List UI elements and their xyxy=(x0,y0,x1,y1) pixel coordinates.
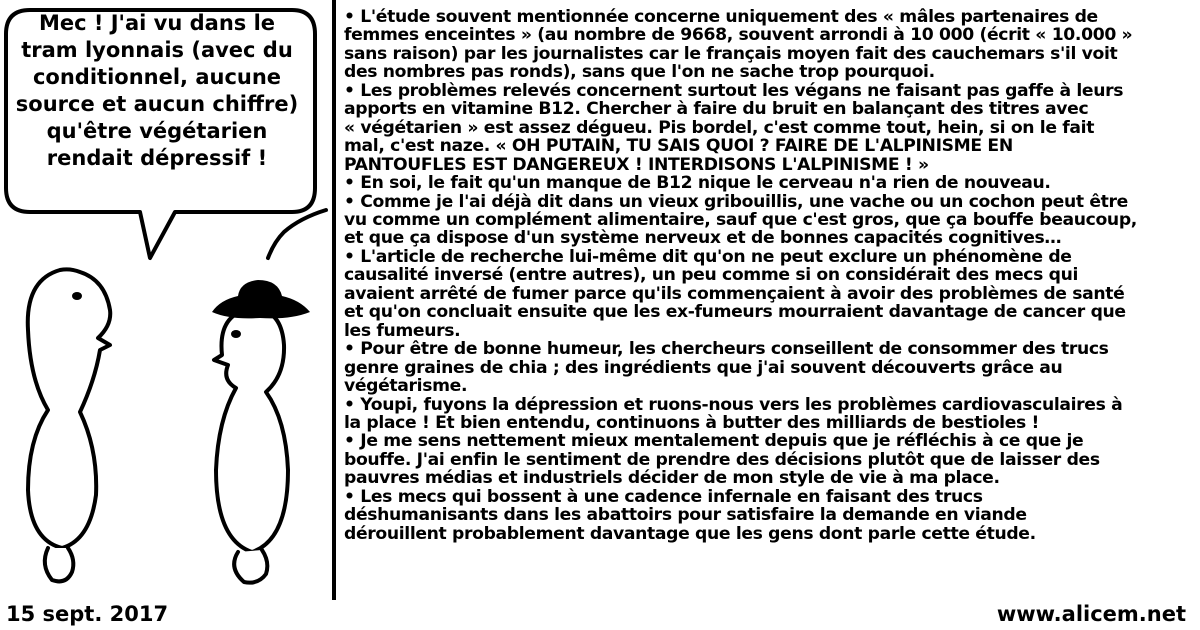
character-right-eye xyxy=(231,330,241,338)
text-line: • En soi, le fait qu'un manque de B12 nique le cerveau n'a rien de nouveau. xyxy=(344,173,1051,194)
bubble-line: tram lyonnais (avec du xyxy=(21,38,293,62)
website-url: www.alicem.net xyxy=(996,602,1186,626)
commentary-text xyxy=(344,8,1194,543)
text-line: • Youpi, fuyons la dépression et ruons-nous vers les problèmes cardiovasculaires à xyxy=(344,394,1123,415)
speech-tail-right-character xyxy=(268,210,326,258)
text-line: apports en vitamine B12. Chercher à faire du bruit en balançant des titres avec xyxy=(344,99,1089,120)
text-line: genre graines de chia ; des ingrédients que j'ai souvent découverts grâce au xyxy=(344,357,1063,378)
text-line: • L'article de recherche lui-même dit qu'on ne peut exclure un phénomène de xyxy=(344,246,1072,267)
text-line: des nombres pas ronds), sans que l'on ne sache trop pourquoi. xyxy=(344,62,935,83)
panel-divider xyxy=(332,0,336,600)
text-line: PANTOUFLES EST DANGEREUX ! INTERDISONS L'ALPINISME ! » xyxy=(344,154,929,175)
text-line: la place ! Et bien entendu, continuons à butter des milliards de bestioles ! xyxy=(344,412,1040,433)
text-line: • Les problèmes relevés concernent surtout les végans ne faisant pas gaffe à leurs xyxy=(344,80,1124,101)
text-line: vu comme un complément alimentaire, sauf que c'est gros, que ça bouffe beaucoup, xyxy=(344,209,1137,230)
text-line: végétarisme. xyxy=(344,376,468,397)
text-line: causalité inversé (entre autres), un peu comme si on considérait des mecs qui xyxy=(344,265,1079,286)
text-line: pauvres médias et industriels décider de mon style de vie à ma place. xyxy=(344,468,1000,489)
text-line: • Je me sens nettement mieux mentalement depuis que je réfléchis à ce que je xyxy=(344,431,1084,452)
text-line: dérouillent probablement davantage que les gens dont parle cette étude. xyxy=(344,523,1036,544)
text-line: mal, c'est naze. « OH PUTAIN, TU SAIS QUOI ? FAIRE DE L'ALPINISME EN xyxy=(344,136,1013,157)
character-left xyxy=(28,269,110,581)
text-line: déshumanisants dans les abattoirs pour satisfaire la demande en viande xyxy=(344,505,1027,526)
bubble-line: source et aucun chiffre) xyxy=(15,92,299,116)
text-line: sans raison) par les journalistes car le français moyen fait des cauchemars s'il voit xyxy=(344,43,1118,64)
text-line: • L'étude souvent mentionnée concerne uniquement des « mâles partenaires de xyxy=(344,7,1098,27)
bubble-line: conditionnel, aucune xyxy=(32,65,282,89)
text-line: avaient arrêté de fumer parce qu'ils commençaient à avoir des problèmes de santé xyxy=(344,283,1125,304)
text-line: femmes enceintes » (au nombre de 9668, souvent arrondi à 10 000 (écrit « 10.000 » xyxy=(344,25,1133,46)
text-line: et que ça dispose d'un système nerveux et de bonnes capacités cognitives… xyxy=(344,228,1062,249)
text-line: • Comme je l'ai déjà dit dans un vieux gribouillis, une vache ou un cochon peut être xyxy=(344,191,1128,212)
character-right xyxy=(214,310,288,583)
bubble-line: rendait dépressif ! xyxy=(46,146,268,170)
bubble-line: qu'être végétarien xyxy=(46,119,268,143)
comic-panel xyxy=(0,0,332,600)
text-line: • Pour être de bonne humeur, les chercheurs conseillent de consommer des trucs xyxy=(344,339,1109,360)
bubble-line: Mec ! J'ai vu dans le xyxy=(38,11,276,35)
text-line: et qu'on concluait ensuite que les ex-fumeurs mourraient davantage de cancer que xyxy=(344,302,1126,323)
hat-icon xyxy=(212,280,310,318)
speech-bubble-text xyxy=(12,10,302,172)
text-line: « végétarien » est assez dégueu. Pis bordel, c'est comme tout, hein, si on le fait xyxy=(344,117,1095,138)
text-line: bouffe. J'ai enfin le sentiment de prendre des décisions plutôt que de laisser des xyxy=(344,449,1100,470)
text-line: les fumeurs. xyxy=(344,320,461,341)
publication-date: 15 sept. 2017 xyxy=(6,602,169,626)
text-line: • Les mecs qui bossent à une cadence infernale en faisant des trucs xyxy=(344,486,983,507)
character-left-eye xyxy=(72,292,82,300)
